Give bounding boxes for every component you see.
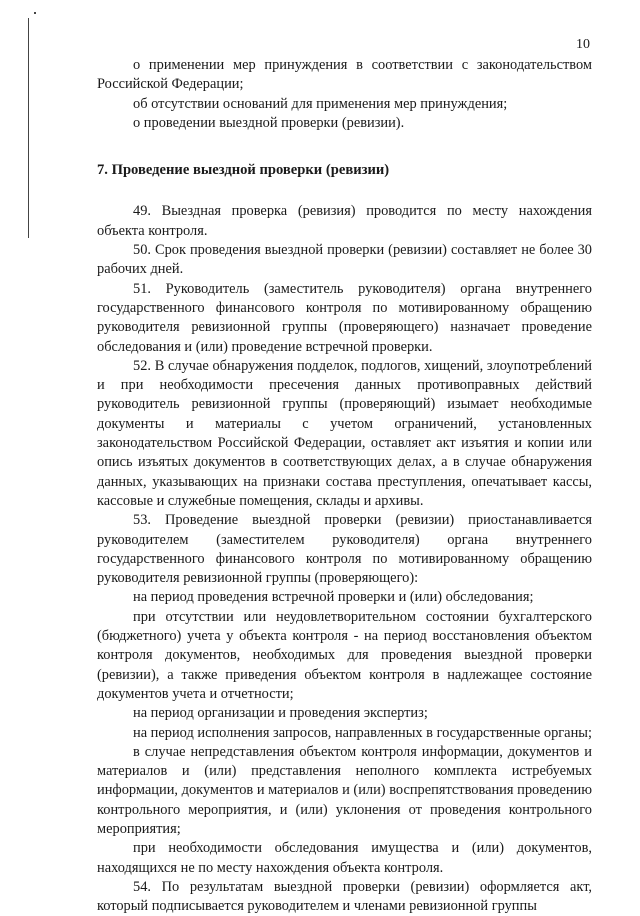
paragraph-50: 50. Срок проведения выездной проверки (ревизии) составляет не более 30 рабочих дней. (97, 242, 592, 278)
paragraph-54: 54. По результатам выездной проверки (ревизии) оформляется акт, который подписывается руководителем и членами ревизионной группы (97, 878, 592, 915)
list-item: при отсутствии или неудовлетворительном состоянии бухгалтерского (бюджетного) учета у объекта контроля - на период восстановления объектом контроля документов, необходимых для проведения выездной проверки (ревизии), а также приведения объектом контроля в надлежащее состояние документов учета и отчетности; (97, 608, 592, 702)
list-item: на период исполнения запросов, направленных в государственные органы; (133, 724, 592, 741)
paragraph-49: 49. Выездная проверка (ревизия) проводится по месту нахождения объекта контроля. (97, 203, 592, 239)
section-heading: 7. Проведение выездной проверки (ревизии) (97, 162, 390, 179)
list-item: на период проведения встречной проверки и (или) обследования; (133, 589, 534, 606)
scan-mark (34, 12, 36, 14)
paragraph: об отсутствии оснований для применения мер принуждения; (133, 95, 508, 112)
page-number: 10 (576, 37, 590, 52)
list-item: при необходимости обследования имущества и (или) документов, находящихся не по месту нахождения объекта контроля. (97, 840, 592, 876)
paragraph-53: 53. Проведение выездной проверки (ревизии) приостанавливается руководителем (заместителем руководителя) органа внутреннего государственного финансового контроля по мотивированному обращению руководителя ревизионной группы (проверяющего): (97, 512, 592, 587)
paragraph-51: 51. Руководитель (заместитель руководителя) органа внутреннего государственного финансового контроля по мотивированному обращению руководителя ревизионной группы (проверяющего) назначает проведение обследования и (или) проведение встречной проверки. (97, 280, 592, 355)
margin-rule (28, 18, 29, 238)
document-body (97, 56, 592, 916)
list-item: в случае непредставления объектом контроля информации, документов и материалов и (или) представления неполного комплекта истребуемых информации, документов и материалов и (или) воспрепятствования проведению контрольного мероприятия, и (или) уклонения от проведения контрольного мероприятия; (97, 743, 592, 837)
paragraph: о применении мер принуждения в соответствии с законодательством Российской Федерации; (97, 57, 592, 93)
paragraph: о проведении выездной проверки (ревизии). (133, 114, 405, 131)
list-item: на период организации и проведения экспертиз; (133, 705, 428, 722)
paragraph-52: 52. В случае обнаружения подделок, подлогов, хищений, злоупотреблений и при необходимости пресечения данных противоправных действий руководитель ревизионной группы (проверяющий) изымает необходимые документы и материалы с учетом ограничений, установленных законодательством Российской Федерации, оставляет акт изъятия и копии или опись изъятых документов в соответствующих делах, а в случае обнаружения данных, указывающих на признаки состава преступления, опечатывает кассы, кассовые и служебные помещения, склады и архивы. (97, 357, 592, 509)
